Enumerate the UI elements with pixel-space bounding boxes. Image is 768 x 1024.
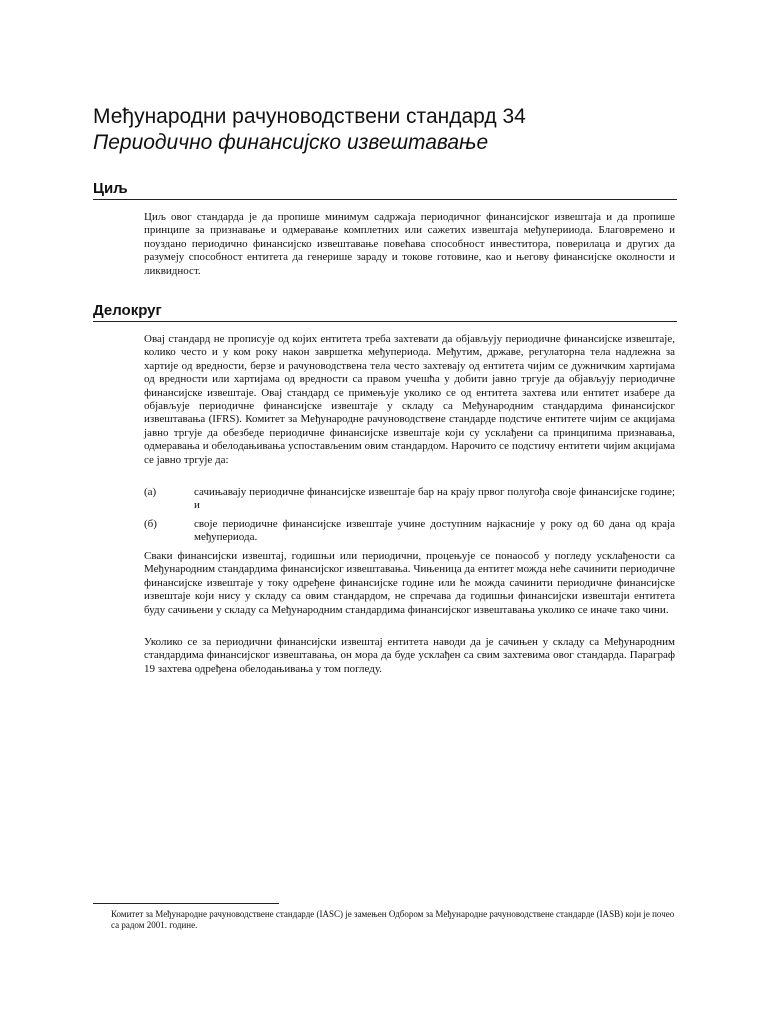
- list-marker: (а): [144, 486, 157, 498]
- list-item-text: сачињавају периодичне финансијске извештаје бар на крају првог полугођа своје финансијске године; и: [194, 486, 675, 512]
- scope-paragraph-2: Сваки финансијски извештај, годишњи или периодични, процењује се понаособ у погледу усклађености са Међународним стандардима финансијског извештавања. Чињеница да ентитет можда неће сачинити периодичне финансијске извештаје у току одређене финансијске године или ће можда сачинити периодичне финансијске извештаје који нису у складу са овим стандардом, не спречава да годишњи финансијски извештаји ентитета буду сачињени у складу са Међународним стандардима финансијског извештавања уколико се иначе тако чини.: [144, 550, 675, 616]
- standard-title: Међународни рачуноводствени стандард 34: [93, 105, 526, 128]
- section-heading-scope: Делокруг: [93, 302, 677, 322]
- list-marker: (б): [144, 518, 157, 530]
- footnote: Комитет за Међународне рачуноводствене стандарде (IASC) је замењен Одбором за Међународне рачуноводствене стандарде (IASB) који је почео са радом 2001. године.: [111, 909, 675, 931]
- scope-paragraph-3: Уколико се за периодични финансијски извештај ентитета наводи да је сачињен у складу са Међународним стандардима финансијског извештавања, он мора да буде усклађен са свим захтевима овог стандарда. Параграф 19 захтева одређена обелодањивања у том погледу.: [144, 636, 675, 675]
- goal-paragraph: Циљ овог стандарда је да пропише минимум садржаја периодичног финансијског извештаја и да пропише принципе за признавање и одмеравање комплетних или сажетих извештаја међуперииода. Благовремено и поуздано периодично финансијско извештавање повећава способност инвеститора, поверилаца и других да разумеју способност ентитета да генерише зараду и токове готовине, као и његову финансијске околности и ликвидност.: [144, 211, 675, 277]
- section-heading-goal: Циљ: [93, 180, 677, 200]
- list-item-text: своје периодичне финансијске извештаје учине доступним најкасније у року од 60 дана од краја међупериода.: [194, 518, 675, 544]
- footnote-divider: [93, 903, 279, 904]
- list-item-a: [144, 486, 675, 513]
- standard-subtitle: Периодично финансијско извештавање: [93, 131, 489, 154]
- scope-paragraph-1: Овај стандард не прописује од којих ентитета треба захтевати да објављују периодичне финансијске извештаје, колико често и у ком року након завршетка међупериода. Међутим, државе, регулаторна тела надлежна за хартије од вредности, берзе и рачуноводствена тела често захтевају од ентитета чијим се дужничким хартијама од вредности или хартијама од вредности са правом учешћа у добити јавно тргује да објављују периодичне финансијске извештаје. Овај стандард се примењује уколико се од ентитета захтева или ентитет изабере да објављује периодичне финансијске извештаје у складу са Међународним стандардима финансијског извештавања (IFRS). Комитет за Међународне рачуноводствене стандарде подстиче ентитете чијим се акцијама јавно тргује да обезбеде периодичне финансијске извештаје који су усклађени са принципима признавања, одмеравања и обелодањивања успостављеним овим стандардом. Нарочито се подстичу ентитети чијим акцијама се јавно тргује да:: [144, 333, 675, 466]
- document-title: [93, 104, 693, 156]
- list-item-b: [144, 518, 675, 545]
